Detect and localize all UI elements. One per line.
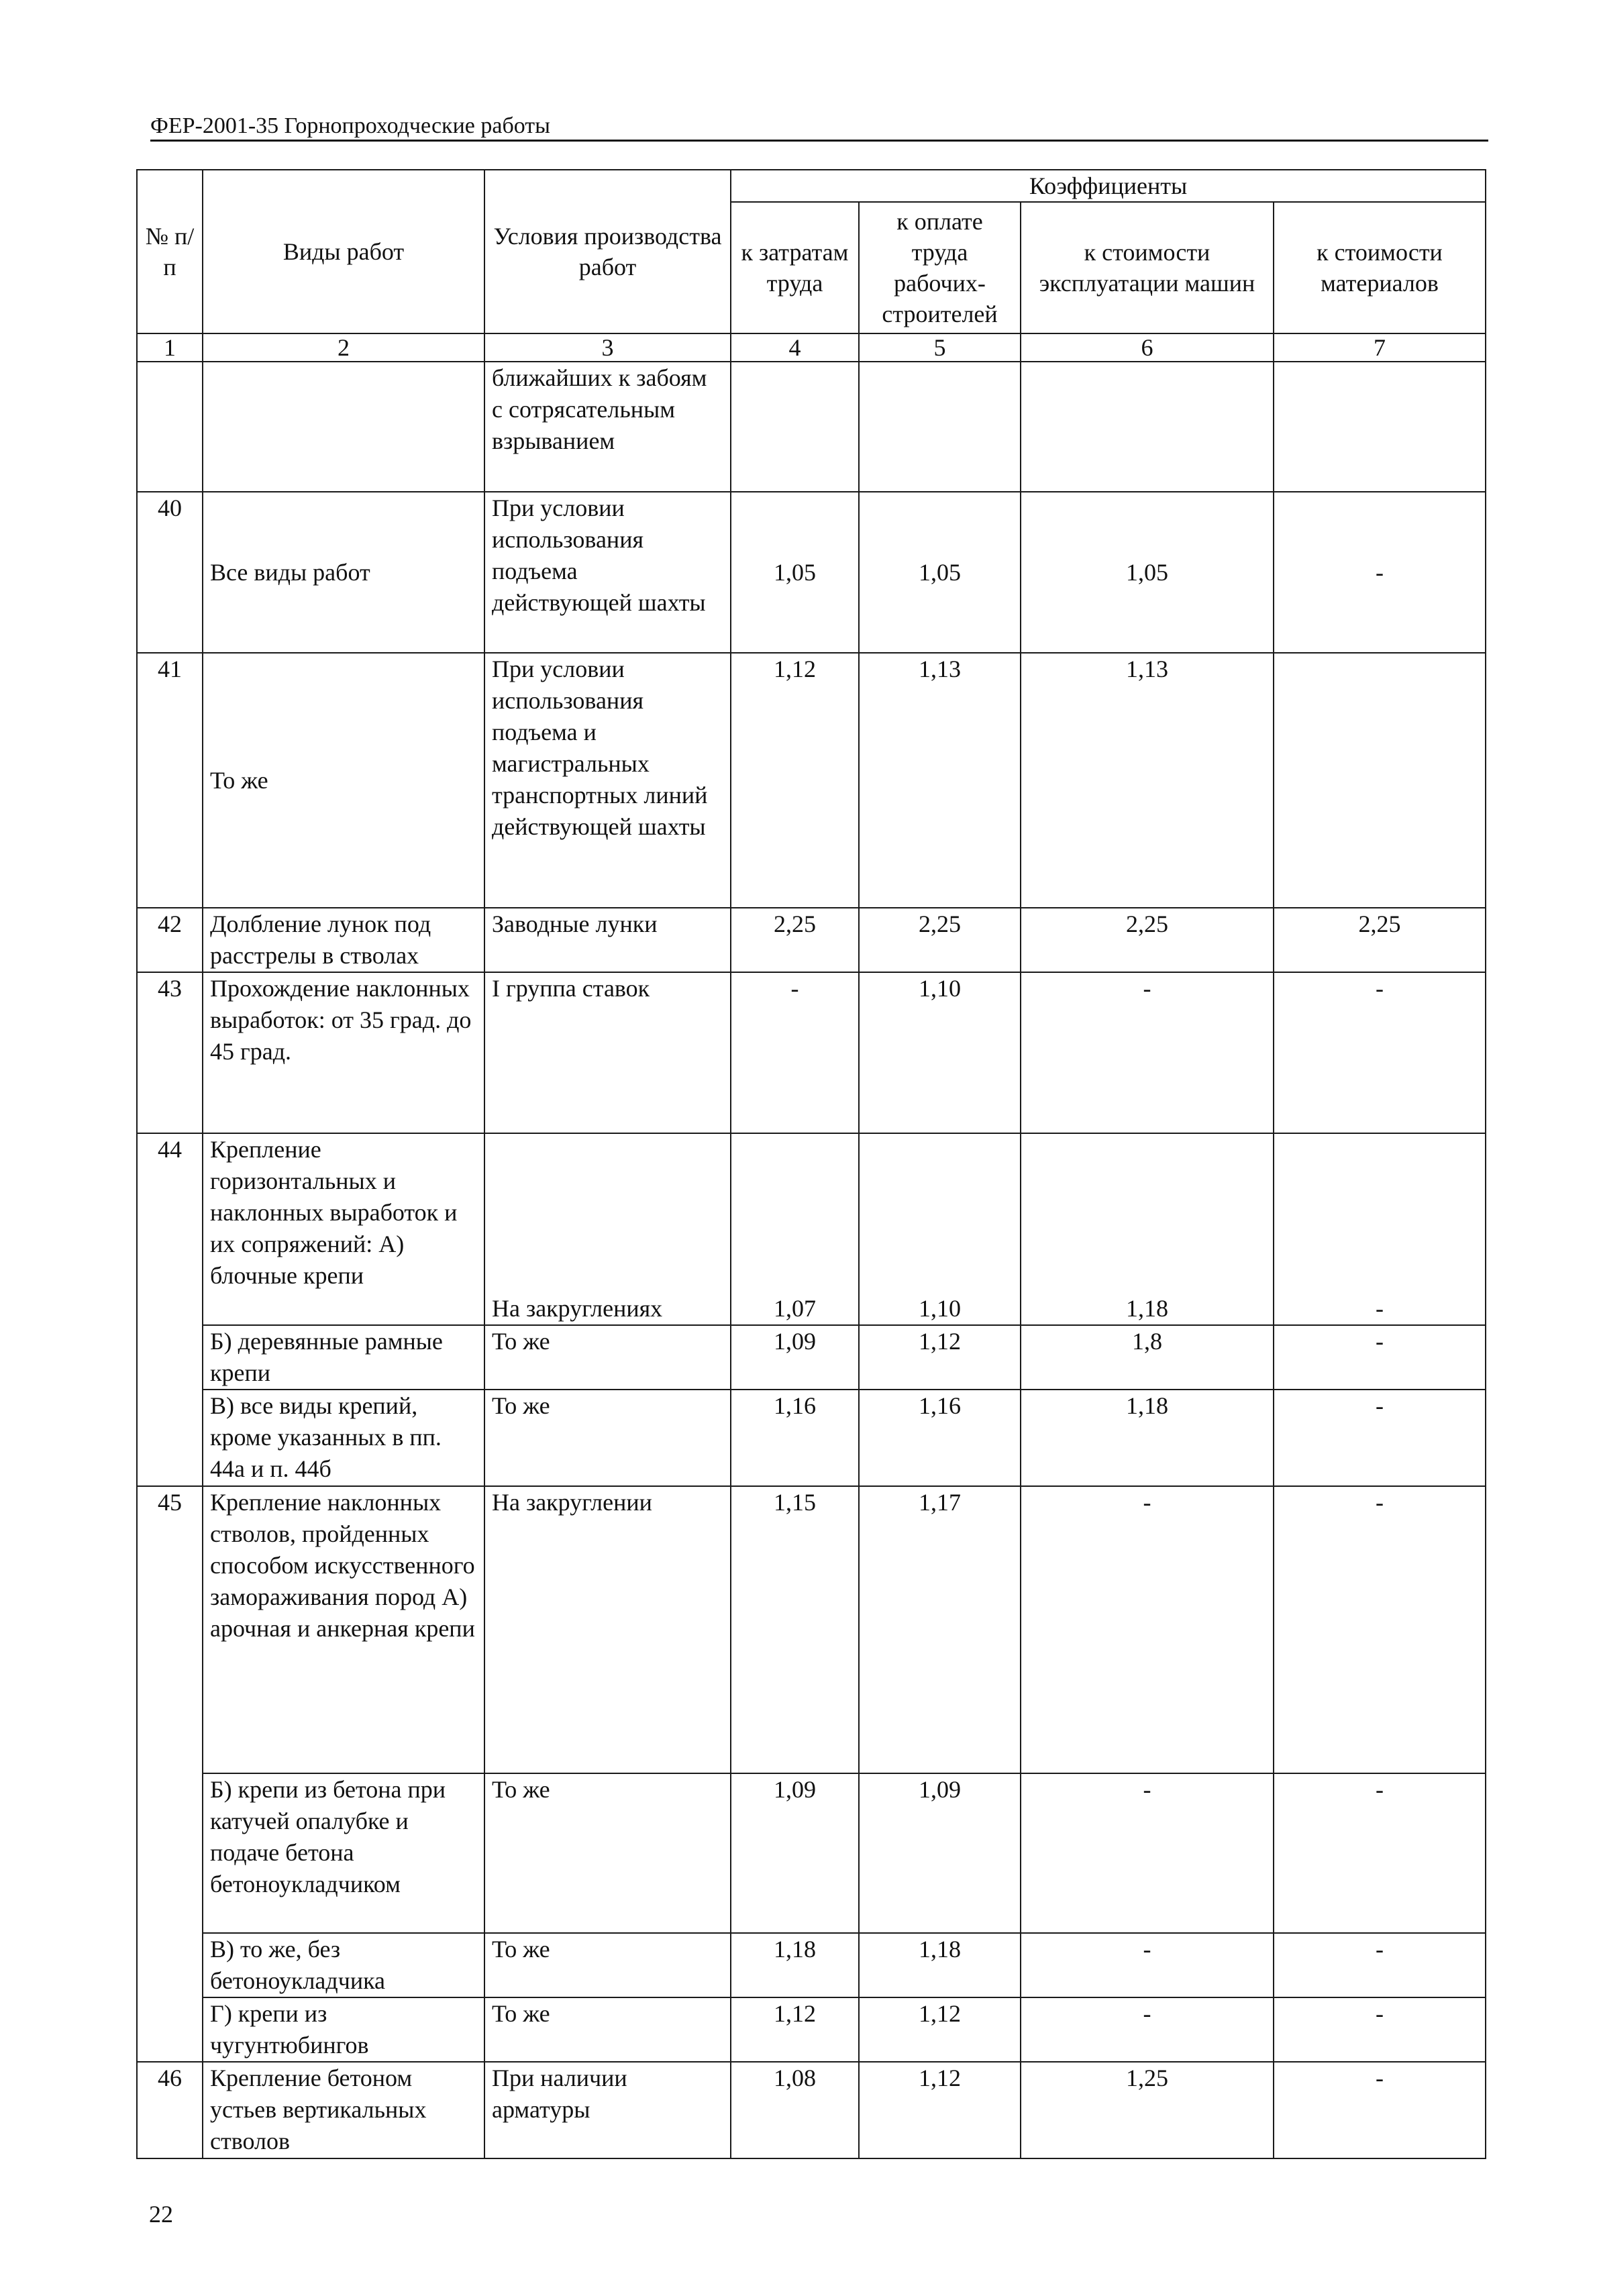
wages-coefficient: 1,10 [859,972,1021,1133]
materials-coefficient: - [1274,2062,1486,2158]
coefficients-table [136,169,1486,2159]
table-row [137,1390,1486,1486]
labor-coefficient: 1,09 [731,1325,859,1390]
wages-coefficient [859,362,1021,492]
materials-coefficient: - [1274,1933,1486,1997]
header-num: № п/п [137,170,203,333]
condition-cell: На закруглениях [484,1133,731,1325]
wages-coefficient: 2,25 [859,908,1021,972]
wages-coefficient: 1,16 [859,1390,1021,1486]
machines-coefficient: 1,18 [1021,1390,1274,1486]
table-row [137,1325,1486,1390]
column-number-row [137,333,1486,362]
column-number: 7 [1274,333,1486,362]
machines-coefficient: 2,25 [1021,908,1274,972]
table-row [137,2062,1486,2158]
materials-coefficient: - [1274,1133,1486,1325]
machines-coefficient: 1,25 [1021,2062,1274,2158]
wages-coefficient: 1,18 [859,1933,1021,1997]
work-type-cell: В) то же, без бетоноукладчика [203,1933,484,1997]
condition-cell: При условии использования подъема действующей шахты [484,492,731,653]
condition-cell: На закруглении [484,1486,731,1773]
wages-coefficient: 1,05 [859,492,1021,653]
wages-coefficient: 1,10 [859,1133,1021,1325]
header-machines: к стоимости эксплуатации машин [1021,202,1274,333]
condition-cell: I группа ставок [484,972,731,1133]
condition-cell: То же [484,1773,731,1933]
labor-coefficient: 1,12 [731,653,859,908]
row-number: 40 [137,492,203,653]
table-row [137,1997,1486,2062]
row-number: 46 [137,2062,203,2158]
work-type-cell: Крепление наклонных стволов, пройденных способом искусственного замораживания пород А) арочная и анкерная крепи [203,1486,484,1773]
materials-coefficient: 2,25 [1274,908,1486,972]
labor-coefficient [731,362,859,492]
labor-coefficient: 1,12 [731,1997,859,2062]
machines-coefficient: - [1021,1773,1274,1933]
work-type-cell: Крепление бетоном устьев вертикальных стволов [203,2062,484,2158]
work-type-cell: Крепление горизонтальных и наклонных выработок и их сопряжений: А) блочные крепи [203,1133,484,1325]
materials-coefficient [1274,653,1486,908]
table-row [137,1933,1486,1997]
table-row [137,653,1486,908]
work-type-cell [203,362,484,492]
work-type-cell: То же [203,653,484,908]
machines-coefficient: - [1021,1933,1274,1997]
machines-coefficient [1021,362,1274,492]
labor-coefficient: 1,16 [731,1390,859,1486]
materials-coefficient [1274,362,1486,492]
table-row [137,492,1486,653]
row-number: 41 [137,653,203,908]
labor-coefficient: 1,08 [731,2062,859,2158]
labor-coefficient: 1,05 [731,492,859,653]
table-row [137,1486,1486,1773]
wages-coefficient: 1,12 [859,1325,1021,1390]
labor-coefficient: 1,15 [731,1486,859,1773]
wages-coefficient: 1,12 [859,2062,1021,2158]
header-labor: к затратам труда [731,202,859,333]
labor-coefficient: - [731,972,859,1133]
header-divider [150,140,1488,142]
column-number: 3 [484,333,731,362]
labor-coefficient: 2,25 [731,908,859,972]
header-coefficients: Коэффициенты [731,170,1486,202]
work-type-cell: Б) деревянные рамные крепи [203,1325,484,1390]
table-row [137,1133,1486,1325]
condition-cell: ближайших к забоям с сотрясательным взрыванием [484,362,731,492]
wages-coefficient: 1,17 [859,1486,1021,1773]
condition-cell: То же [484,1390,731,1486]
labor-coefficient: 1,09 [731,1773,859,1933]
machines-coefficient: 1,8 [1021,1325,1274,1390]
row-number: 44 [137,1133,203,1486]
condition-cell: При условии использования подъема и магистральных транспортных линий действующей шахты [484,653,731,908]
machines-coefficient: - [1021,1997,1274,2062]
work-type-cell: Все виды работ [203,492,484,653]
header-work-types: Виды работ [203,170,484,333]
condition-cell: То же [484,1997,731,2062]
header-wages: к оплате труда рабочих-строителей [859,202,1021,333]
machines-coefficient: 1,05 [1021,492,1274,653]
materials-coefficient: - [1274,1997,1486,2062]
materials-coefficient: - [1274,492,1486,653]
column-number: 1 [137,333,203,362]
header-conditions: Условия производства работ [484,170,731,333]
materials-coefficient: - [1274,1325,1486,1390]
materials-coefficient: - [1274,1390,1486,1486]
work-type-cell: В) все виды крепий, кроме указанных в пп. 44а и п. 44б [203,1390,484,1486]
labor-coefficient: 1,07 [731,1133,859,1325]
condition-cell: То же [484,1325,731,1390]
condition-cell: При наличии арматуры [484,2062,731,2158]
table-row [137,362,1486,492]
header-materials: к стоимости материалов [1274,202,1486,333]
column-number: 5 [859,333,1021,362]
machines-coefficient: 1,18 [1021,1133,1274,1325]
table-row [137,972,1486,1133]
column-number: 6 [1021,333,1274,362]
work-type-cell: Б) крепи из бетона при катучей опалубке и подаче бетона бетоноукладчиком [203,1773,484,1933]
machines-coefficient: 1,13 [1021,653,1274,908]
document-header-title: ФЕР-2001-35 Горнопроходческие работы [150,113,550,138]
work-type-cell: Г) крепи из чугунтюбингов [203,1997,484,2062]
wages-coefficient: 1,12 [859,1997,1021,2062]
table-row [137,908,1486,972]
machines-coefficient: - [1021,972,1274,1133]
row-number: 43 [137,972,203,1133]
materials-coefficient: - [1274,972,1486,1133]
condition-cell: Заводные лунки [484,908,731,972]
work-type-cell: Прохождение наклонных выработок: от 35 град. до 45 град. [203,972,484,1133]
work-type-cell: Долбление лунок под расстрелы в стволах [203,908,484,972]
table-row [137,1773,1486,1933]
row-number: 42 [137,908,203,972]
column-number: 4 [731,333,859,362]
labor-coefficient: 1,18 [731,1933,859,1997]
wages-coefficient: 1,09 [859,1773,1021,1933]
page-number: 22 [149,2201,173,2228]
machines-coefficient: - [1021,1486,1274,1773]
row-number [137,362,203,492]
row-number: 45 [137,1486,203,2062]
wages-coefficient: 1,13 [859,653,1021,908]
materials-coefficient: - [1274,1773,1486,1933]
column-number: 2 [203,333,484,362]
condition-cell: То же [484,1933,731,1997]
materials-coefficient: - [1274,1486,1486,1773]
